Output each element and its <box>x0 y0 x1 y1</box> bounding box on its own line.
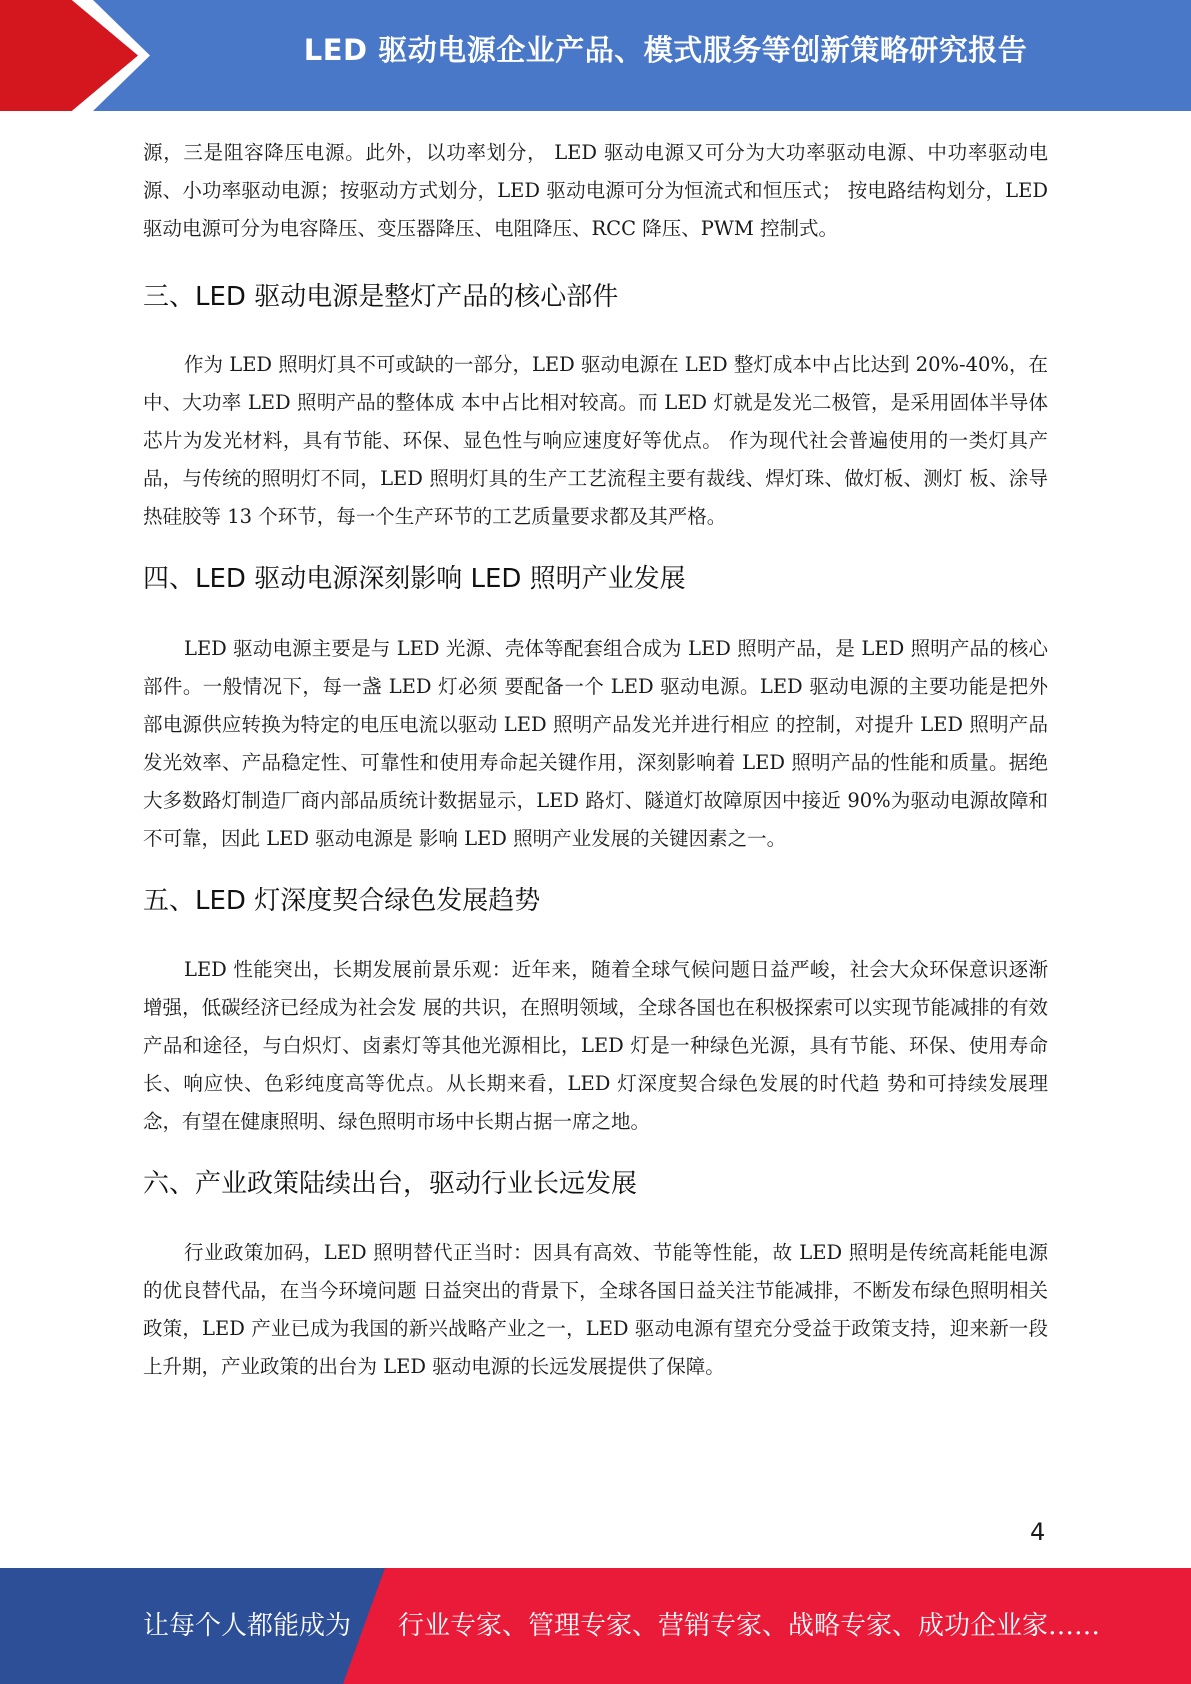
section-heading-3: 三、LED 驱动电源是整灯产品的核心部件 <box>143 282 619 312</box>
section-paragraph-5: LED 性能突出，长期发展前景乐观：近年来，随着全球气候问题日益严峻，社会大众环保意识逐渐增强，低碳经济已经成为社会发 展的共识，在照明领域，全球各国也在积极探索可以实现节能减排的有效产品和途径，与白炽灯、卤素灯等其他光源相比，LED 灯是一种绿色光源，具有节能、环保、使用寿命长、响应快、色彩纯度高等优点。从长期来看，LED 灯深度契合绿色发展的时代趋 势和可持续发展理念，有望在健康照明、绿色照明市场中长期占据一席之地。 <box>143 958 1048 1133</box>
section-paragraph-6: 行业政策加码，LED 照明替代正当时：因具有高效、节能等性能，故 LED 照明是传统高耗能电源的优良替代品，在当今环境问题 日益突出的背景下，全球各国日益关注节能减排，不断发布绿色照明相关政策，LED 产业已成为我国的新兴战略产业之一，LED 驱动电源有望充分受益于政策支持，迎来新一段上升期，产业政策的出台为 LED 驱动电源的长远发展提供了保障。 <box>143 1241 1048 1378</box>
section-paragraph-3: 作为 LED 照明灯具不可或缺的一部分，LED 驱动电源在 LED 整灯成本中占比达到 20%-40%，在中、大功率 LED 照明产品的整体成 本中占比相对较高。而 LED 灯就是发光二极管，是采用固体半导体芯片为发光材料，具有节能、环保、显色性与响应速度好等优点。 作为现代社会普遍使用的一类灯具产品，与传统的照明灯不同，LED 照明灯具的生产工艺流程主要有裁线、焊灯珠、做灯板、测灯 板、涂导热硅胶等 13 个环节，每一个生产环节的工艺质量要求都及其严格。 <box>143 353 1048 528</box>
footer-banner <box>0 1568 1191 1684</box>
document-body <box>143 134 1048 1386</box>
section-heading-5: 五、LED 灯深度契合绿色发展趋势 <box>143 886 541 916</box>
section-heading-6: 六、产业政策陆续出台，驱动行业长远发展 <box>143 1169 638 1199</box>
footer-slogan-right: 行业专家、管理专家、营销专家、战略专家、成功企业家…… <box>398 1611 1101 1641</box>
intro-paragraph: 源，三是阻容降压电源。此外，以功率划分， LED 驱动电源又可分为大功率驱动电源、中功率驱动电源、小功率驱动电源；按驱动方式划分，LED 驱动电源可分为恒流式和恒压式； 按电路结构划分，LED 驱动电源可分为电容降压、变压器降压、电阻降压、RCC 降压、PWM 控制式。 <box>143 141 1048 240</box>
page-number: 4 <box>1030 1518 1046 1546</box>
header-banner <box>0 0 1191 111</box>
report-title: LED 驱动电源企业产品、模式服务等创新策略研究报告 <box>303 33 1028 67</box>
footer-slogan-left: 让每个人都能成为 <box>143 1611 352 1641</box>
section-paragraph-4: LED 驱动电源主要是与 LED 光源、壳体等配套组合成为 LED 照明产品，是 LED 照明产品的核心部件。一般情况下，每一盏 LED 灯必须 要配备一个 LED 驱动电源。LED 驱动电源的主要功能是把外部电源供应转换为特定的电压电流以驱动 LED 照明产品发光并进行相应 的控制，对提升 LED 照明产品发光效率、产品稳定性、可靠性和使用寿命起关键作用，深刻影响着 LED 照明产品的性能和质量。据绝 大多数路灯制造厂商内部品质统计数据显示，LED 路灯、隧道灯故障原因中接近 90%为驱动电源故障和不可靠，因此 LED 驱动电源是 影响 LED 照明产业发展的关键因素之一。 <box>143 637 1048 850</box>
header-arrow-icon <box>0 0 138 111</box>
section-heading-4: 四、LED 驱动电源深刻影响 LED 照明产业发展 <box>143 564 686 594</box>
